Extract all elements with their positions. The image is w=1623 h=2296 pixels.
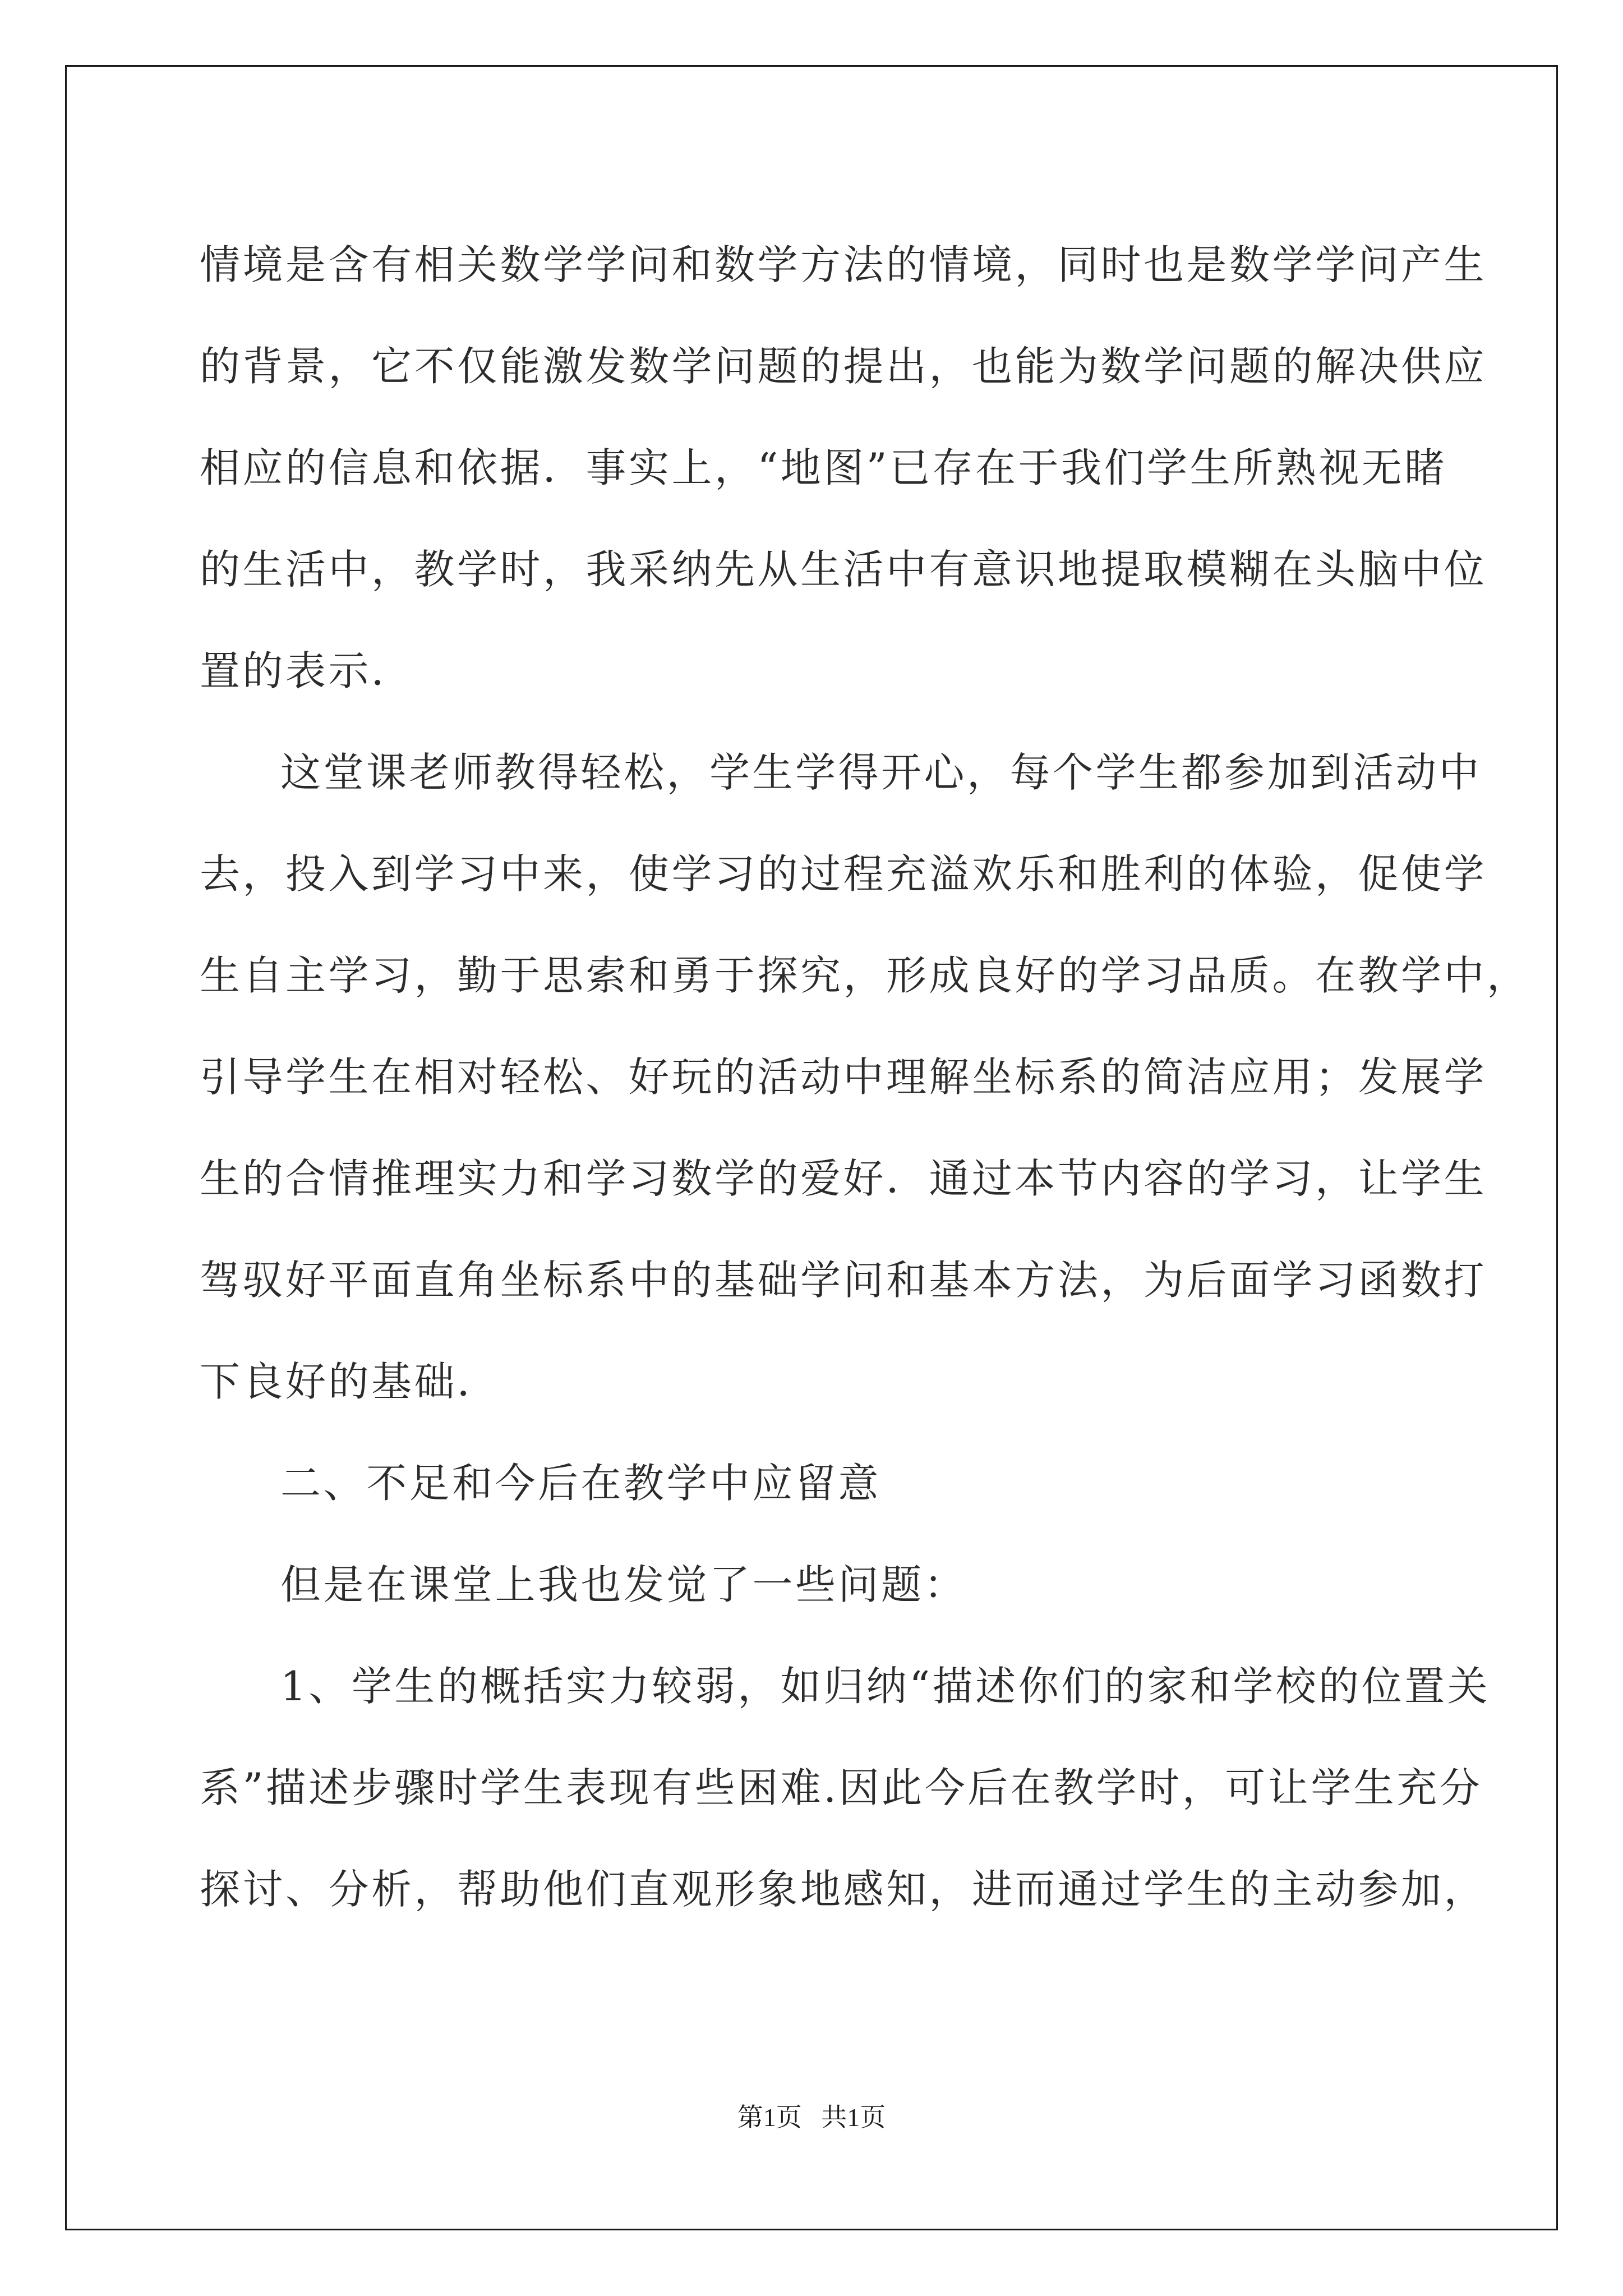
text-line: 驾驭好平面直角坐标系中的基础学问和基本方法，为后面学习函数打: [200, 1257, 1487, 1304]
page-total: 共1页: [821, 2103, 886, 2132]
text-line: 这堂课老师教得轻松，学生学得开心，每个学生都参加到活动中: [280, 749, 1482, 796]
text-line: 但是在课堂上我也发觉了一些问题：: [280, 1561, 967, 1608]
text-line: 探讨、分析，帮助他们直观形象地感知，进而通过学生的主动参加，: [200, 1866, 1487, 1913]
text-line: 情境是含有相关数学学问和数学方法的情境，同时也是数学学问产生: [200, 241, 1487, 288]
text-line: 去，投入到学习中来，使学习的过程充溢欢乐和胜利的体验，促使学: [200, 850, 1487, 898]
section-heading: [200, 1433, 1428, 1534]
text-line: 下良好的基础．: [200, 1358, 500, 1405]
paragraph-2: [200, 722, 1530, 1433]
document-body: [200, 214, 1530, 1940]
paragraph-3: [200, 1534, 1428, 1636]
text-line: 二、不足和今后在教学中应留意: [280, 1460, 882, 1507]
text-line: 1、学生的概括实力较弱，如归纳“描述你们的家和学校的位置关: [280, 1663, 1491, 1710]
page-footer: [0, 2097, 1623, 2134]
text-line: 的生活中，教学时，我采纳先从生活中有意识地提取模糊在头脑中位: [200, 546, 1487, 593]
paragraph-1: [200, 214, 1487, 722]
page-number: 第1页: [737, 2103, 802, 2132]
text-line: 生自主学习，勤于思索和勇于探究，形成良好的学习品质。在教学中，: [200, 952, 1530, 999]
text-line: 引导学生在相对轻松、好玩的活动中理解坐标系的简洁应用；发展学: [200, 1053, 1487, 1101]
text-line: 相应的信息和依据．事实上，“地图”已存在于我们学生所熟视无睹: [200, 444, 1447, 491]
text-line: 系”描述步骤时学生表现有些困难.因此今后在教学时，可让学生充分: [200, 1764, 1483, 1811]
paragraph-4: [200, 1636, 1491, 1940]
text-line: 置的表示．: [200, 647, 414, 694]
text-line: 的背景，它不仅能激发数学问题的提出，也能为数学问题的解决供应: [200, 343, 1487, 390]
text-line: 生的合情推理实力和学习数学的爱好．通过本节内容的学习，让学生: [200, 1155, 1487, 1202]
